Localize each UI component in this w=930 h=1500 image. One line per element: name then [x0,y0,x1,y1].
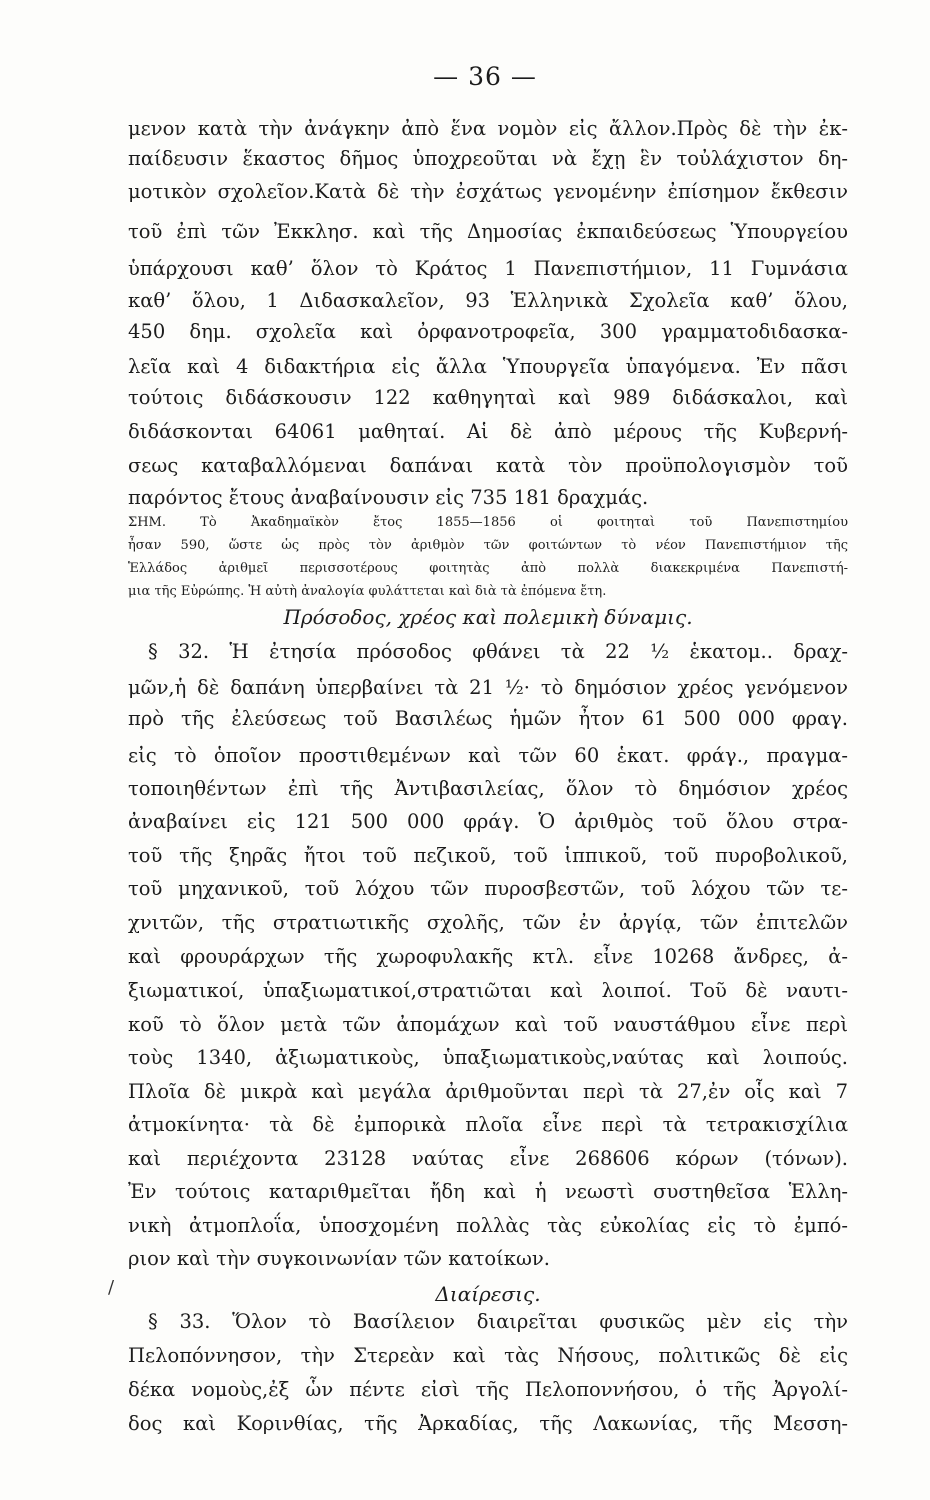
text-line: μενον κατὰ τὴν ἀνάγκην ἀπὸ ἕνα νομὸν εἰς ἄλλον.Πρὸς δὲ τὴν ἐκ- [128,117,848,140]
text-line: καὶ περιέχοντα 23128 ναύτας εἶνε 268606 κόρων (τόνων). [128,1147,848,1170]
text-line: τοῦ ἐπὶ τῶν Ἐκκλησ. καὶ τῆς Δημοσίας ἐκπαιδεύσεως Ὑπουργείου [128,220,848,243]
footnote-line: ἦσαν 590, ὥστε ὡς πρὸς τὸν ἀριθμὸν τῶν φοιτώντων τὸ νέον Πανεπιστήμιον τῆς [128,538,848,553]
text-line: τοῦ μηχανικοῦ, τοῦ λόχου τῶν πυροσβεστῶν, τοῦ λόχου τῶν τε- [128,877,848,900]
text-line: 450 δημ. σχολεῖα καὶ ὀρφανοτροφεῖα, 300 γραμματοδιδασκα- [128,320,848,343]
text-line: εἰς τὸ ὁποῖον προστιθεμένων καὶ τῶν 60 ἑκατ. φράγ., πραγμα- [128,744,848,767]
text-line: δος καὶ Κορινθίας, τῆς Ἀρκαδίας, τῆς Λακωνίας, τῆς Μεσση- [128,1412,848,1435]
text-line: καὶ φρουράρχων τῆς χωροφυλακῆς κτλ. εἶνε 10268 ἄνδρες, ἀ- [128,945,848,968]
text-line: παίδευσιν ἕκαστος δῆμος ὑποχρεοῦται νὰ ἔχῃ ἓν τοὐλάχιστον δη- [128,147,848,170]
section-heading: Διαίρεσις. [435,1282,541,1306]
text-line: ξιωματικοί, ὑπαξιωματικοί,στρατιῶται καὶ λοιποί. Τοῦ δὲ ναυτι- [128,979,848,1002]
text-line: τοῦ τῆς ξηρᾶς ἤτοι τοῦ πεζικοῦ, τοῦ ἱππικοῦ, τοῦ πυροβολικοῦ, [128,844,848,867]
text-line: ἀτμοκίνητα· τὰ δὲ ἐμπορικὰ πλοῖα εἶνε περὶ τὰ τετρακισχίλια [128,1113,848,1136]
section-heading: Πρόσοδος, χρέος καὶ πολεμικὴ δύναμις. [283,605,693,629]
text-line: πρὸ τῆς ἐλεύσεως τοῦ Βασιλέως ἡμῶν ἦτον 61 500 000 φραγ. [128,707,848,730]
footnote-line: μια τῆς Εὐρώπης. Ἡ αὐτὴ ἀναλογία φυλάττεται καὶ διὰ τὰ ἐπόμενα ἔτη. [128,584,607,599]
text-line: διδάσκονται 64061 μαθηταί. Αἱ δὲ ἀπὸ μέρους τῆς Κυβερνή- [128,420,848,443]
text-line: Ἐν τούτοις καταριθμεῖται ἤδη καὶ ἡ νεωστὶ συστηθεῖσα Ἑλλη- [128,1180,848,1203]
text-line: τούτοις διδάσκουσιν 122 καθηγηταὶ καὶ 989 διδάσκαλοι, καὶ [128,386,848,409]
text-line: χνιτῶν, τῆς στρατιωτικῆς σχολῆς, τῶν ἐν ἀργίᾳ, τῶν ἐπιτελῶν [128,911,848,934]
text-line: σεως καταβαλλόμεναι δαπάναι κατὰ τὸν προϋπολογισμὸν τοῦ [128,454,848,477]
footnote-line: Ἑλλάδος ἀριθμεῖ περισσοτέρους φοιτητὰς ἀπὸ πολλὰ διακεκριμένα Πανεπιστή- [128,561,848,576]
text-line: κοῦ τὸ ὅλον μετὰ τῶν ἀπομάχων καὶ τοῦ ναυστάθμου εἶνε περὶ [128,1013,848,1036]
text-line: Πλοῖα δὲ μικρὰ καὶ μεγάλα ἀριθμοῦνται περὶ τὰ 27,ἐν οἷς καὶ 7 [128,1080,848,1103]
text-line: ριον καὶ τὴν συγκοινωνίαν τῶν κατοίκων. [128,1247,550,1270]
text-line: τοποιηθέντων ἐπὶ τῆς Ἀντιβασιλείας, ὅλον τὸ δημόσιον χρέος [128,777,848,800]
text-line: μῶν,ἡ δὲ δαπάνη ὑπερβαίνει τὰ 21 ½· τὸ δημόσιον χρέος γενόμενον [128,676,848,699]
page-number: — 36 — [433,62,537,91]
text-line: παρόντος ἔτους ἀναβαίνουσιν εἰς 735 181 δραχμάς. [128,486,649,509]
text-line: νικὴ ἀτμοπλοΐα, ὑποσχομένη πολλὰς τὰς εὐκολίας εἰς τὸ ἐμπό- [128,1214,848,1237]
footnote-line: ΣΗΜ. Τὸ Ἀκαδημαϊκὸν ἔτος 1855—1856 οἱ φοιτηταὶ τοῦ Πανεπιστημίου [128,515,848,530]
text-line: καθ’ ὅλου, 1 Διδασκαλεῖον, 93 Ἑλληνικὰ Σχολεῖα καθ’ ὅλου, [128,289,848,312]
text-line: Πελοπόννησον, τὴν Στερεὰν καὶ τὰς Νήσους, πολιτικῶς δὲ εἰς [128,1344,848,1367]
text-line: ἀναβαίνει εἰς 121 500 000 φράγ. Ὁ ἀριθμὸς τοῦ ὅλου στρα- [128,810,848,833]
text-line: μοτικὸν σχολεῖον.Κατὰ δὲ τὴν ἐσχάτως γενομένην ἐπίσημον ἔκθεσιν [128,180,848,203]
text-line: λεῖα καὶ 4 διδακτήρια εἰς ἄλλα Ὑπουργεῖα ὑπαγόμενα. Ἐν πᾶσι [128,355,848,378]
text-line: ὑπάρχουσι καθ’ ὅλον τὸ Κράτος 1 Πανεπιστήμιον, 11 Γυμνάσια [128,257,848,280]
text-line: § 33. Ὅλον τὸ Βασίλειον διαιρεῖται φυσικῶς μὲν εἰς τὴν [148,1310,848,1333]
text-line: § 32. Ἡ ἐτησία πρόσοδος φθάνει τὰ 22 ½ ἑκατομ.. δραχ- [148,640,848,663]
text-line: τοὺς 1340, ἀξιωματικοὺς, ὑπαξιωματικοὺς,ναύτας καὶ λοιπούς. [128,1046,848,1069]
margin-pencil-mark: / [108,1277,115,1298]
text-line: δέκα νομοὺς,ἐξ ὧν πέντε εἰσὶ τῆς Πελοποννήσου, ὁ τῆς Ἀργολί- [128,1378,848,1401]
